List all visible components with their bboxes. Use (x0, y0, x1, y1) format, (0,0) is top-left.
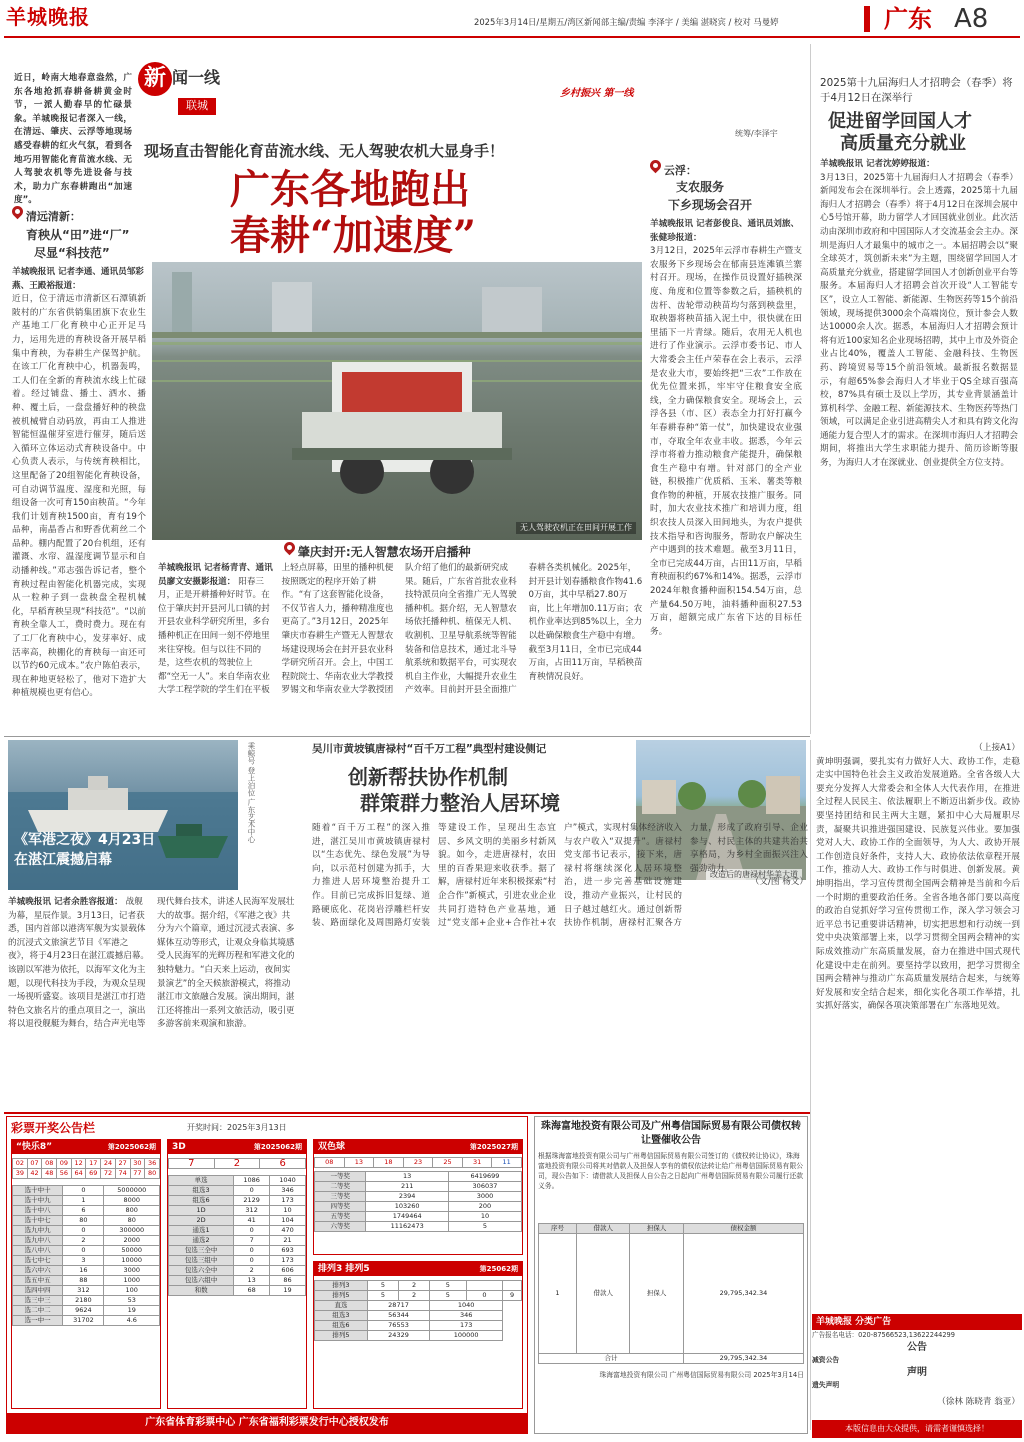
dateline: 2025年3月14日/星期五/湾区新闻部主编/责编 李泽宇 / 美编 湛晓宾 / 校对 马曼婷 (474, 17, 779, 27)
ssq-box (313, 1139, 523, 1255)
wuchuan-article (312, 822, 808, 1028)
ssq-prize-table: 一等奖 13 6419699 二等奖 211 306037 三等奖 2394 3000 四等奖 103260 200 五等奖 1749464 10 六等奖 11162473 5 (314, 1171, 522, 1232)
film-title-2: 在湛江震撼启幕 (14, 852, 112, 868)
main-headline-2: 春耕“加速度” (230, 212, 477, 259)
k8-number: 39 (13, 1169, 28, 1179)
bond-notice (534, 1116, 808, 1434)
k8-number: 12 (71, 1159, 86, 1169)
rural-tag: 乡村振兴 第一线 (560, 88, 634, 99)
location-pin-icon (650, 160, 661, 174)
lottery-header: 彩票开奖公告栏 (11, 1121, 96, 1135)
wuchuan-photo-caption: 改造后的唐禄村华美大道 (706, 869, 802, 881)
d3-box (167, 1139, 307, 1409)
k8-number: 36 (145, 1159, 160, 1169)
qingyuan-body: 近日，位于清远市清新区石潭镇新陂村的广东省供销集团旗下农业生产基地工厂化育秧中心正开足马力，运用先进的育秧设备开展早稻集中育秧，为春耕生产保驾护航。在该工厂化育秧中心，机器轰鸣，工人们在全新的育秧流水线上忙碌着。经过铺盘、播土、洒水、播种、覆土后，一盘盘播好种的秧盘被机械臂自动码放，再由工人推进智能恒温催芽室进行催芽，随后送入循环立体运动式育秧设备中。中心负责人表示，与传统育秧相比，这里配备了20组智能化育秧设备，可自动调节温度、湿度和光照，每组设备一次可育150亩秧苗。“今年我们计划育秧1500亩，育有19个品种，南晶香占和野香优莉丝二个品种。棚内配置了20台机组，还有灌溉、水帘、温湿度调节显示和自动播种线。”邓志强告诉记者，整个育秧过程由智能化机器完成，实现从一粒种子到一盘秧盘全程机械化，早稻育秧呈现“科技范”。“以前育秧全靠人工，费时费力。现在有了工厂化育秧中心，发芽率好、成活率高，秧棚化的育秧每一亩还可以节约60元成本。”农户陈伯表示，现在种地更轻松了，他对下造扩大种植规模也更有信心。 (12, 294, 146, 699)
k8-number: 42 (27, 1169, 42, 1179)
classified-statement-item: 遗失声明 (812, 1381, 840, 1389)
k8-number: 02 (13, 1159, 28, 1169)
yunfu-header (650, 160, 800, 180)
yunfu-byline: 羊城晚报讯 记者彭俊良、通讯员刘旅、张健珍报道： (650, 219, 800, 243)
k8-number: 77 (130, 1169, 145, 1179)
film-byline: 羊城晚报讯 记者余胜容报道： (8, 897, 123, 907)
main-headline-1: 广东各地跑出 (230, 166, 470, 213)
k8-prize-table: 选十中十 0 5000000 选十中九 1 8000 选十中八 6 800 选十中七 80 80 选九中九 0 300000 选九中八 2 2000 选八中八 0 50000 选七中七 3 10000 选六中六 16 3000 选五中五 88 1000 选四中四 312 100 选三中三 2180 53 选二中二 9624 19 选一中一 31702 4.6 (12, 1185, 160, 1326)
p3-header: 排列3 排列5 第25062期 (314, 1262, 522, 1276)
p3-prize-table: 排列3 5 2 5 排列5 5 2 5 0 9 直选 28717 1040 组选3 56344 346 组选6 76553 173 排列5 24329 100000 (314, 1280, 522, 1341)
qingyuan-place: 清远清新： (25, 210, 81, 223)
k8-number: 80 (145, 1169, 160, 1179)
yunfu-article (650, 218, 802, 728)
wuchuan-title-2: 群策群力整治人居环境 (360, 791, 560, 815)
location-pin-icon (284, 542, 295, 556)
k8-number: 30 (130, 1159, 145, 1169)
classified-notice-item: 减资公告 (812, 1356, 840, 1364)
talent-kicker: 2025第十九届海归人才招聘会（春季）将于4月12日在深举行 (820, 77, 1013, 104)
lottery-footer: 广东省体育彩票中心 广东省福利彩票发行中心授权发布 (7, 1413, 527, 1433)
zhaoqing-title: 肇庆封开:无人智慧农场开启播种 (297, 545, 471, 559)
film-title-1: 《军港之夜》4月23日 (14, 832, 156, 848)
main-kicker: 现场直击智能化育苗流水线、无人驾驶农机大显身手！ (144, 142, 505, 160)
wuchuan-sign: （文/图 杨文） (750, 877, 808, 888)
classified-ads (812, 1314, 1022, 1438)
film-vertical-note: 乘鲸号 登上泊位 广东艺术中心 (247, 742, 256, 843)
badge-label: 闻一线 (172, 68, 221, 87)
ssq-red-number: 25 (433, 1158, 463, 1168)
masthead (0, 0, 1024, 34)
film-body: 战舰为幕，星辰作景。3月13日，记者获悉，国内首部以港湾军舰为实景载体的沉浸式文旅演艺节目《军港之夜》，将于4月23日在湛江震撼启幕。该剧以军港为依托，以海军文化为主题，以现代科技为手段，为观众呈现一场视听盛宴。该项目是湛江市打造特色文旅名片的重点项目之一，演出将以退役舰艇为舞台，结合声光电等现代舞台技术，讲述人民海军发展壮大的故事。据介绍，《军港之夜》共分为六个篇章，通过沉浸式表演、多媒体互动等形式，让观众身临其境感受人民海军的光辉历程和军港文化的独特魅力。“白天来上运动，夜间实景演艺”的全天候旅游模式，将推动湛江市文旅融合发展。演出期间，湛江还将推出一系列文旅活动，吸引更多游客前来观演和旅游。 (8, 897, 295, 1030)
d3-number: 2 (214, 1159, 260, 1169)
qingyuan-byline: 羊城晚报讯 记者李通、通讯员邹彩燕、王殿裕报道： (12, 267, 144, 291)
talent-title-2: 高质量充分就业 (840, 133, 966, 154)
k8-number: 69 (86, 1169, 101, 1179)
classified-header: 羊城晚报 分类广告 (812, 1314, 1022, 1330)
ssq-red-number: 08 (315, 1158, 345, 1168)
bond-body: 根据珠海富地投资有限公司与广州粤信国际贸易有限公司签订的《债权转让协议》，珠海富地投资有限公司将其对借款人及担保人享有的债权依法转让给广州粤信国际贸易有限公司，现公告如下：请借款人及担保人自公告之日起向广州粤信国际贸易有限公司履行还款义务。 (538, 1152, 804, 1190)
bond-signer: 珠海富地投资有限公司 广州粤信国际贸易有限公司 2025年3月14日 (599, 1371, 804, 1379)
d3-header: 3D 第2025062期 (168, 1140, 306, 1154)
ssq-header: 双色球 第2025027期 (314, 1140, 522, 1154)
k8-number: 64 (71, 1169, 86, 1179)
continuation-sign: （徐林 陈晓青 翁亚） (937, 1396, 1020, 1407)
talent-body: 3月13日，2025第十九届海归人才招聘会（春季）新闻发布会在深圳举行。会上透露，2025第十九届海归人才招聘会（春季）将于4月12日在深圳会展中心5号馆开幕，助力留学人才回国就业创业。此次活动由深圳市政府和中国国际人才交流基金会主办。深圳是海归人才最集中的城市之一。本届招聘会以“聚全球英才，筑创新未来”为主题，围绕留学回国人才高质量充分就业，搭建留学回国人才创新创业平台等服务。本届海归人才招聘会首次开设“人工智能专区”，设立人工智能、新能源、生物医药等15个前沿领域，现场提供3000余个高端岗位，预计参会人数达10000余人次。据悉，本届海归人才招聘会预计将有近100家知名企业现场招聘，其中上市及外资企业占比40%，覆盖人工智能、金融科技、生物医药、跨境贸易等15个前沿领域。最新报名数据显示，有超65%参会海归人才毕业于QS全球百强高校，87%具有硕士及以上学历，其专业背景涵盖计算机科学、金融工程、新能源技术、生物医药等热门领域，可以满足企业引进高精尖人才和具有跨文化沟通能力复合型人才的需求。在深圳市海归人才招聘会期间，将推出大学生求职能力提升、简历诊断等服务，为海归人才在深就业、创业提供全方位支持。 (820, 172, 1018, 469)
d3-numbers-table (168, 1158, 306, 1169)
ssq-red-number: 18 (374, 1158, 404, 1168)
main-photo-illustration (152, 262, 642, 540)
page-number: A8 (954, 4, 989, 34)
lottery-date: 开奖时间：2025年3月13日 (187, 1123, 287, 1132)
wuchuan-kicker: 吴川市黄坡镇唐禄村“百千万工程”典型村建设侧记 (312, 743, 547, 755)
wuchuan-body: 随着“百千万工程”的深入推进，湛江吴川市黄坡镇唐禄村以“生态优先、绿色发展”为导向，以示范村创建为抓手，大力推进人居环境整治提升工作。目前已完成拆旧复绿、道路硬底化、花岗岩浮雕栏杆安装、路面绿化及周围路灯安装等建设工作，呈现出生态宜居、乡风文明的美丽乡村新风貌。如今，走进唐禄村，农田里的百香果迎来收获季。据了解，唐禄村近年来积极探索“村企合作”新模式，引进农业企业共同打造特色产业基地，通过“党支部+企业+合作社+农户”模式，实现村集体经济收入与农户收入“双提升”。唐禄村党支部书记表示，接下来，唐禄村将继续深化人居环境整治，进一步完善基础设施建设，推动产业振兴，让村民的日子越过越红火。通过创新帮扶协作机制，唐禄村汇聚各方力量，形成了政府引导、企业参与、村民主体的共建共治共享格局，为乡村全面振兴注入强劲动力。 (312, 823, 808, 929)
section-name: 广东 (884, 5, 932, 33)
k8-number: 27 (115, 1159, 130, 1169)
k8-numbers-table (12, 1158, 160, 1179)
classified-phone: 广告报名电话：020-87566523,13622244299 (812, 1331, 955, 1339)
ssq-numbers-table (314, 1157, 522, 1168)
k8-box (11, 1139, 161, 1409)
k8-number: 17 (86, 1159, 101, 1169)
qingyuan-header (12, 206, 147, 226)
ssq-red-number: 23 (403, 1158, 433, 1168)
classified-footer: 本版信息由大众提供，请需者谨慎选择！ (812, 1420, 1022, 1438)
k8-number: 24 (101, 1159, 116, 1169)
logo: 羊城晚报 (6, 5, 90, 29)
bond-amount: 29,795,342.34 (683, 1234, 803, 1354)
editor-credit: 统筹/李泽宇 (735, 129, 778, 138)
badge-sub: 联城 (178, 98, 216, 115)
qingyuan-title-2: 尽显“科技范” (34, 246, 110, 260)
k8-number: 72 (101, 1169, 116, 1179)
qingyuan-article (12, 266, 146, 699)
ssq-blue-number: 11 (492, 1158, 522, 1168)
d3-prize-table: 单选 1086 1040 组选3 0 346 组选6 2129 173 1D 312 10 2D 41 104 通选1 0 470 通选2 7 21 包选三全中 0 693 包选三组中 0 173 包选六全中 2 606 包选六组中 13 86 和数 68 19 (168, 1175, 306, 1296)
talent-byline: 羊城晚报讯 记者沈婷婷报道： (820, 159, 935, 169)
talent-article (820, 158, 1018, 734)
continuation-body: 黄坤明强调，要扎实有力做好人大、政协工作，走稳走实中国特色社会主义政治发展道路。全省各级人大要充分发挥人大常委会和全体人大代表作用，在推进全过程人民民主、依法履职上不断迈出新步伐。政协要坚持团结和民主两大主题，紧扣中心大局履职尽责，凝聚共识推进强国建设、民族复兴伟业。要加强党对人大、政协工作的全面领导，为人大、政协开展工作创造良好条件，支持人大、政协依法依章程开展工作，推动人大、政协工作与时俱进、创新发展。黄坤明指出，学习宣传贯彻全国两会精神是当前和今后一个时期的重要政治任务。全省各地各部门要以高度的政治自觉抓好学习宣传贯彻工作，深入学习领会习近平总书记重要讲话精神，切实把思想和行动统一到党中央决策部署上来，以学习贯彻全国两会精神的实际成效推动广东高质量发展，奋力在推进中国式现代化建设中走在前列。要坚持学以致用，把学习贯彻全国两会精神与推动广东高质量发展结合起来，与统筹好发展和安全结合起来，细化实化各项工作举措，扎实抓好落实，确保各项决策部署在广东落地见效。 (816, 756, 1020, 1012)
bond-title: 珠海富地投资有限公司及广州粤信国际贸易有限公司债权转让暨催收公告 (541, 1121, 801, 1146)
d3-number: 6 (260, 1159, 306, 1169)
yunfu-body: 3月12日，2025年云浮市春耕生产暨支农服务下乡现场会在郁南县连滩镇兰寨村召开。现场，在操作员设置好插秧深度、角度和位置等参数之后，插秧机的齿杆、齿轮带动秧苗均匀落到秧盘里，取秧器将秧苗插入泥土中，很快就在田里插下一片青绿。随后，农用无人机也进行了作业演示。云浮市委书记、市人大常委会主任卢荣春在会上表示，云浮是农业大市，要始终把“三农”工作放在优先位置来抓，牢牢守住粮食安全底线，全力确保粮食安全。现场会上，云浮各县（市、区）表态全力打好打赢今年春耕春种“第一仗”，加快建设农业强市，夺取全年农业丰收。据悉，今年云浮市将着力推动粮食产能提升，确保粮食生产稳中有增。针对部门的全产业链，积极推广优质稻、玉米、薯类等粮食作物的种植，开展农技推广服务。同时，加大农业技术推广和培训力度，组织农技人员深入田间地头，为农户提供技术指导和咨询服务，帮助农户解决生产中遇到的技术难题。截至3月11日，全市已完成44万亩，占田11万亩，早稻育秧面积约67%和14%。据悉，云浮市2024年粮食播种面积154.54万亩，总产量64.50万吨，油料播种面积27.53万亩，超额完成广东省下达的目标任务。 (650, 246, 802, 637)
k8-number: 56 (57, 1169, 72, 1179)
yunfu-title-2: 下乡现场会召开 (668, 198, 753, 212)
continuation-mark: （上接A1） (974, 743, 1020, 753)
film-article (8, 896, 298, 1106)
k8-number: 08 (42, 1159, 57, 1169)
k8-number: 74 (115, 1169, 130, 1179)
news-badge (138, 56, 238, 126)
main-photo-caption: 无人驾驶农机正在田间开展工作 (516, 522, 636, 534)
k8-header: “快乐8” 第2025062期 (12, 1140, 160, 1154)
ssq-red-number: 31 (462, 1158, 492, 1168)
bond-table: 序号 借款人 担保人 债权金额 1 借款人 担保人 29,795,342.34 合计 29,795,342.34 (538, 1223, 804, 1364)
qingyuan-title-1: 育秧从“田”进“厂” (26, 228, 130, 242)
badge-circle: 新 (138, 62, 172, 96)
zhaoqing-byline: 羊城晚报讯 记者杨青青、通讯员廖文安摄影报道： (158, 563, 273, 587)
k8-number: 48 (42, 1169, 57, 1179)
classified-statement: 声明 (907, 1367, 927, 1378)
zhaoqing-article (158, 562, 644, 726)
talent-title-1: 促进留学回国人才 (828, 111, 972, 132)
k8-number: 09 (57, 1159, 72, 1169)
intro-text: 近日，岭南大地春意盎然，广东各地抢抓春耕备耕黄金时节，一派人勤春早的忙碌景象。羊城晚报记者深入一线，在清远、肇庆、云浮等地现场感受春耕的红火气氛，看到各地巧用智能化育苗流水线、无人驾驶农机等先进设备与技术，助力广东春耕跑出“加速度”。 (14, 73, 132, 206)
location-pin-icon (12, 206, 23, 220)
main-photo-transplanter (152, 262, 642, 540)
zhaoqing-body: 阳春三月，正是开耕播种好时节。在位于肇庆封开县河儿口镇的封开县农业科学研究所里，多台播种机正在田间一刻不停地里来往穿梭。但与以往不同的是，这些农机的驾驶位上都“空无一人”。来自华南农业大学工程学院的学生们在平板上轻点屏幕，田里的播种机便按照既定的程序开始了耕作。“有了这套智能化设备，不仅节省人力，播种精准度也更高了。”3月12日，2025年肇庆市春耕生产暨无人智慧农场建设现场会在封开县农业科学研究所召开。会上，中国工程院院士、华南农业大学教授罗锡文和华南农业大学教授团队介绍了他们的最新研究成果。随后，广东省首批农业科技特派员向全省推广无人驾驶播种机。据介绍，无人智慧农场依托播种机、植保无人机、收割机、卫星导航系统等智能装备和信息技术，通过北斗导航系统和数据平台，可实现农机自主作业，大幅提升农业生产效率。目前封开县全面推广春耕各类机械化。2025年，封开县计划春播粮食作物41.60万亩，其中早稻27.80万亩，比上年增加0.11万亩；农机作业率达到85%以上，全力以赴确保粮食生产稳中有增。截至3月11日，全市已完成44万亩，占田11万亩，早稻秧苗育秧情况良好。 (158, 563, 643, 696)
yunfu-title-1: 支农服务 (676, 180, 725, 194)
film-photo-warship (8, 740, 238, 890)
lottery-board (6, 1116, 528, 1434)
yunfu-place: 云浮： (663, 164, 697, 177)
bond-total: 29,795,342.34 (683, 1354, 803, 1364)
classified-notice: 公告 (907, 1342, 927, 1353)
ssq-red-number: 13 (344, 1158, 374, 1168)
d3-number: 7 (169, 1159, 215, 1169)
zhaoqing-header (284, 542, 644, 562)
wuchuan-title-1: 创新帮扶协作机制 (348, 765, 508, 789)
k8-number: 07 (27, 1159, 42, 1169)
p3-box (313, 1261, 523, 1409)
section-bar (864, 6, 870, 32)
